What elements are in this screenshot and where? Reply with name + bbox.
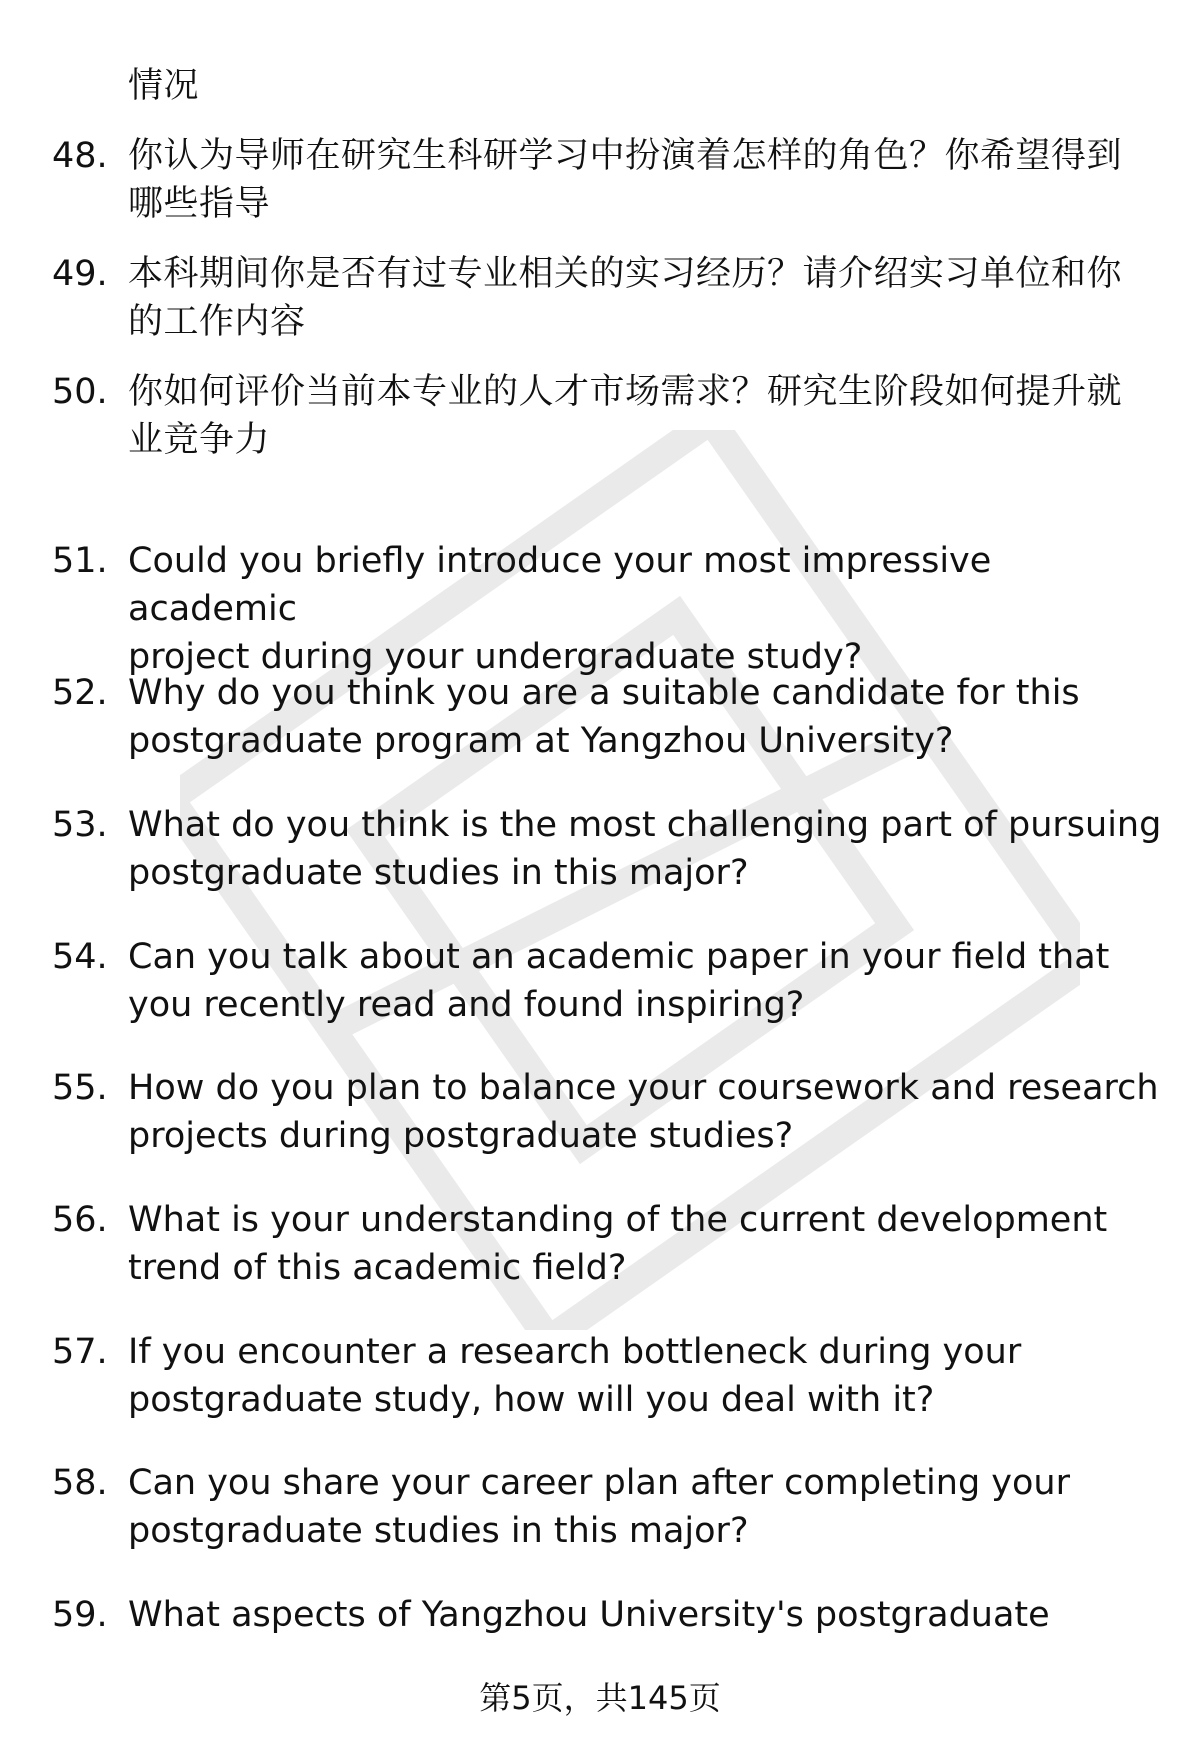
question-line: 本科期间你是否有过专业相关的实习经历？请介绍实习单位和你 xyxy=(128,254,1123,294)
question-line: 哪些指导 xyxy=(128,184,271,224)
question-number: 54. xyxy=(52,937,108,977)
question-line: postgraduate studies in this major? xyxy=(128,853,749,893)
question-text xyxy=(128,1591,1168,1639)
question-line: What is your understanding of the current development xyxy=(128,1200,1108,1240)
question-line: Can you talk about an academic paper in your field that xyxy=(128,937,1110,977)
question-line: How do you plan to balance your coursework and research xyxy=(128,1068,1159,1108)
question-line: postgraduate program at Yangzhou University? xyxy=(128,721,954,761)
question-number: 57. xyxy=(52,1332,108,1372)
continued-question-text: 情况 xyxy=(128,66,200,106)
question-line: 的工作内容 xyxy=(128,302,306,342)
question-text xyxy=(128,537,1168,681)
question-line: postgraduate studies in this major? xyxy=(128,1511,749,1551)
question-line: trend of this academic field? xyxy=(128,1248,627,1288)
question-number: 52. xyxy=(52,673,108,713)
page-footer: 第5页，共145页 xyxy=(479,1679,721,1717)
question-text xyxy=(128,1328,1168,1424)
question-number: 50. xyxy=(52,372,108,412)
question-line: 你如何评价当前本专业的人才市场需求？研究生阶段如何提升就 xyxy=(128,372,1123,412)
question-line: Why do you think you are a suitable candidate for this xyxy=(128,673,1080,713)
question-line: Can you share your career plan after completing your xyxy=(128,1463,1071,1503)
question-number: 48. xyxy=(52,136,108,176)
question-number: 51. xyxy=(52,541,108,581)
question-line: postgraduate study, how will you deal with it? xyxy=(128,1380,935,1420)
question-line: Could you briefly introduce your most impressive academic xyxy=(128,541,992,629)
question-line: you recently read and found inspiring? xyxy=(128,985,805,1025)
question-line: If you encounter a research bottleneck during your xyxy=(128,1332,1022,1372)
question-number: 49. xyxy=(52,254,108,294)
question-number: 58. xyxy=(52,1463,108,1503)
question-line: 你认为导师在研究生科研学习中扮演着怎样的角色？你希望得到 xyxy=(128,136,1123,176)
question-text xyxy=(128,132,1168,228)
question-line: What aspects of Yangzhou University's postgraduate xyxy=(128,1595,1050,1635)
question-number: 56. xyxy=(52,1200,108,1240)
question-line: project during your undergraduate study? xyxy=(128,637,863,677)
question-text xyxy=(128,250,1168,346)
question-text xyxy=(128,368,1168,464)
question-text xyxy=(128,1459,1168,1555)
question-number: 53. xyxy=(52,805,108,845)
question-text xyxy=(128,1064,1168,1160)
question-text xyxy=(128,933,1168,1029)
question-text xyxy=(128,1196,1168,1292)
question-line: What do you think is the most challenging part of pursuing xyxy=(128,805,1162,845)
question-number: 59. xyxy=(52,1595,108,1635)
question-text xyxy=(128,669,1168,765)
question-number: 55. xyxy=(52,1068,108,1108)
question-line: 业竞争力 xyxy=(128,420,271,460)
question-text xyxy=(128,801,1168,897)
question-line: projects during postgraduate studies? xyxy=(128,1116,794,1156)
